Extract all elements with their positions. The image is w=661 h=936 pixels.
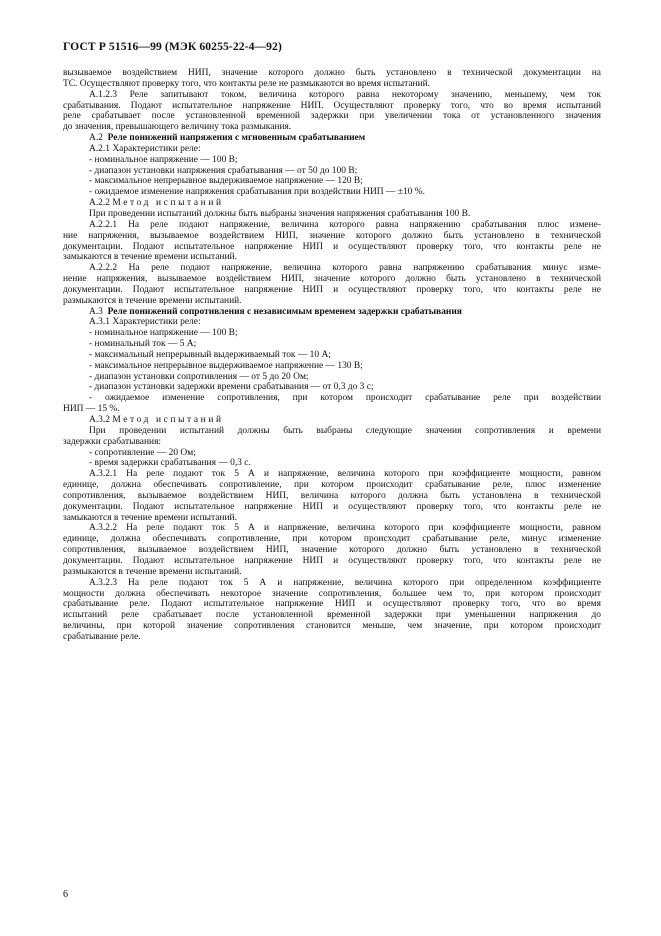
text-line: А.2.1 Характеристики реле: [89,143,201,154]
text-line: сопротивления, вызываемое воздействием НИП, значение которого должно быть установлено в технической [63,545,601,556]
text-line: испытаний реле срабатывает после установленной временной задержки при уменьшении напряжения до [63,610,601,621]
text-line: нение напряжения, вызываемое воздействием НИП, значение которого должно быть установлено в технической [63,274,601,285]
list-item: - номинальное напряжение — 100 В; [89,154,238,165]
list-item: - диапазон установки сопротивления — от 5 до 20 Ом; [89,371,309,382]
text-line: А.3.1 Характеристики реле: [89,317,201,328]
list-item: - максимальное непрерывное выдерживаемое напряжение — 120 В; [89,176,363,187]
document-body [63,68,601,643]
section-heading [63,133,601,144]
section-number: А.3 [89,306,103,317]
list-item: - номинальное напряжение — 100 В; [89,328,238,339]
text-line: А.3.2.3 На реле подают ток 5 А и напряжение, величина которого при определенном коэффициенте [89,577,601,588]
subsection-heading [63,415,601,426]
section-heading [63,307,601,318]
text-line: срабатывание реле. Подают испытательное напряжение НИП и осуществляют проверку того, что во время [63,599,601,610]
text-line: А.2.2.2 На реле подают напряжение, величина которого равна напряжению срабатывания минус изме- [89,263,601,274]
text-line: А.1.2.3 Реле запитывают током, величина которого равна некоторому значению, меньшему, чем ток [89,89,601,100]
text-line: НИП — 15 %. [63,404,120,415]
list-item: - диапазон установки напряжения срабатывания — от 50 до 100 В; [89,165,358,176]
text-line: А.3.2.2 На реле подают ток 5 А и напряжение, величина которого при коэффициенте мощности, равном [89,523,601,534]
text-line: единице, должна обеспечивать сопротивление, при котором происходит срабатывание реле, минус изменение [63,534,601,545]
text-line: А.2.2.1 На реле подают напряжение, величина которого равна напряжению срабатывания плюс измене- [89,219,601,230]
text-line: срабатывание реле. [63,631,141,642]
text-line: реле срабатывает после установленной временной задержки при увеличении тока от установленного значения [63,111,601,122]
text-line: ТС. Осуществляют проверку того, что контакты реле не размыкаются во время испытаний. [63,78,431,89]
section-title: Реле понижений сопротивления с независимым временем задержки срабатывания [107,306,462,317]
text-line: документации. Подают испытательное напряжение НИП и осуществляют проверку того, что контакты реле не [63,241,601,252]
subsection-number: А.3.2 [89,415,110,425]
text-line: замыкаются в течение времени испытаний. [63,252,237,263]
text-line: до значения, превышающего величину тока размыкания. [63,122,292,133]
text-line: документации. Подают испытательное напряжение НИП и осуществляют проверку того, что контакты реле не [63,501,601,512]
subsection-title: Метод испытаний [112,415,224,425]
text-line: срабатывания. Подают испытательное напряжение НИП. Осуществляют проверку того, что во время испытаний [63,100,601,111]
text-line: величины, при которой значение сопротивления становится меньше, чем значение, при котором происходит [63,621,601,632]
list-item: - диапазон установки задержки времени срабатывания — от 0,3 до 3 с; [89,382,374,393]
text-line: сопротивления, вызываемое воздействием НИП, величина которого должна быть установлена в технической [63,490,601,501]
list-item: - сопротивление — 20 Ом; [89,447,196,458]
text-line: замыкаются в течение времени испытаний. [63,512,237,523]
text-line: При проведении испытаний должны быть выбраны значения напряжения срабатывания 100 В. [89,208,471,219]
page-header: ГОСТ Р 51516—99 (МЭК 60255-22-4—92) [63,40,282,53]
list-item: - время задержки срабатывания — 0,3 с. [89,458,251,469]
subsection-heading [63,198,601,209]
text-line: размыкаются в течение времени испытаний. [63,295,242,306]
text-line: ние напряжения, вызываемое воздействием НИП, значение которого должно быть установлено в технической [63,230,601,241]
text-line: задержки срабатывания: [63,436,162,447]
list-item: - ожидаемое изменение напряжения срабатывания при воздействии НИП — ±10 %. [89,187,425,198]
text-line: размыкаются в течение времени испытаний. [63,566,242,577]
list-item: - номинальный ток — 5 А; [89,339,197,350]
list-item: - ожидаемое изменение сопротивления, при котором происходит срабатывание реле при воздействии [89,393,601,404]
text-line: При проведении испытаний должны быть выбраны следующие значения сопротивления и времени [89,425,601,436]
text-line: документации. Подают испытательное напряжение НИП и осуществляют проверку того, что контакты реле не [63,555,601,566]
text-line: вызываемое воздействием НИП, значение которого должно быть установлено в технической документации на [63,68,601,78]
text-line: А.3.2.1 На реле подают ток 5 А и напряжение, величина которого при коэффициенте мощности, равном [89,469,601,480]
section-number: А.2 [89,133,103,144]
page-number: 6 [63,889,68,900]
list-item: - максимальное непрерывное выдерживаемое напряжение — 130 В; [89,360,363,371]
subsection-number: А.2.2 [89,198,110,209]
text-line: документации. Подают испытательное напряжение НИП и осуществляют проверку того, что контакты реле не [63,284,601,295]
text-line: мощности должна обеспечивать некоторое значение сопротивления, большее чем то, при котором происходит [63,588,601,599]
text-line: единице, должна обеспечивать сопротивление, при котором происходит срабатывание реле, плюс изменение [63,480,601,491]
list-item: - максимальный непрерывный выдерживаемый ток — 10 А; [89,349,331,360]
section-title: Реле понижений напряжения с мгновенным срабатыванием [107,133,366,144]
subsection-title: Метод испытаний [112,198,224,209]
